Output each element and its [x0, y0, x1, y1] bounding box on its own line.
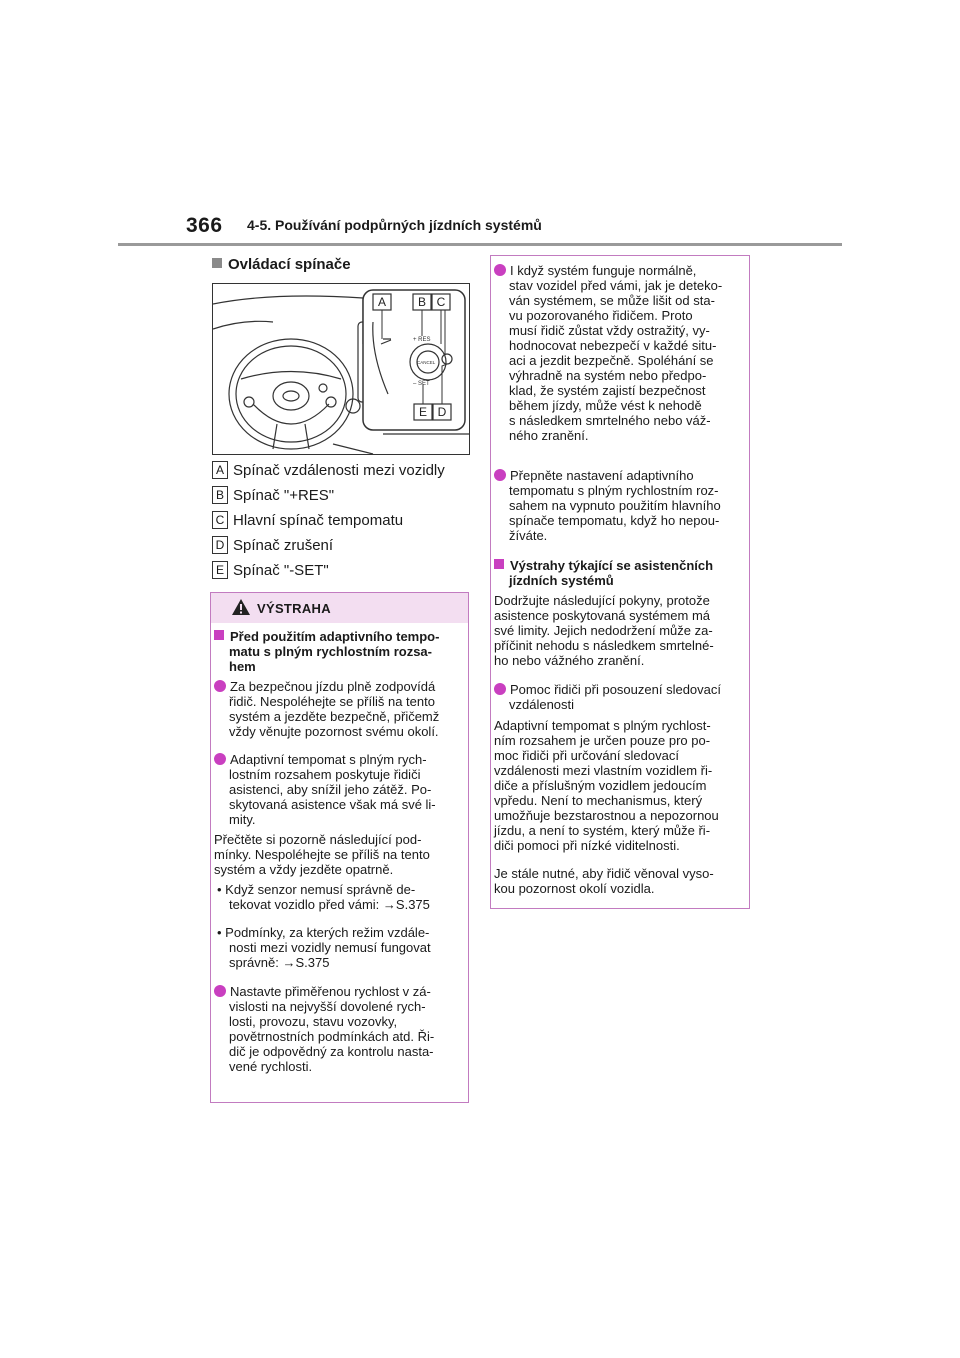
text-line: tempomatu s plným rychlostním roz-: [509, 483, 719, 498]
text-line: Přepněte nastavení adaptivního: [510, 468, 694, 483]
header-rule: [118, 243, 842, 246]
set-switch-label: – SET: [413, 381, 430, 387]
chapter-title: 4-5. Používání podpůrných jízdních systémů: [247, 217, 542, 233]
legend-text: Spínač "-SET": [233, 562, 329, 579]
legend-item-c: [212, 511, 403, 531]
right-bullet-2: [494, 468, 694, 483]
text-line: asistence poskytovaná systémem má: [494, 608, 711, 623]
legend-letter: C: [212, 511, 228, 529]
text-line: nosti mezi vozidly nemusí fungovat: [229, 940, 431, 955]
bullet-dot-icon: [214, 680, 226, 692]
steering-wheel-illustration: [213, 284, 469, 454]
text-line: ván systémem, se může lišit od sta-: [509, 293, 715, 308]
warning-title: VÝSTRAHA: [257, 601, 331, 616]
text-line: matu s plným rychlostním rozsa-: [229, 644, 432, 659]
text-line: sahem na vypnuto použitím hlavního: [509, 498, 721, 513]
warning-triangle-icon: [231, 598, 251, 616]
text-line: své limity. Jejich nedodržení může za-: [494, 623, 713, 638]
bullet-dot-icon: [214, 985, 226, 997]
text-line: Za bezpečnou jízdu plně zodpovídá: [230, 679, 436, 694]
text-line: vpředu. Není to mechanismus, který: [494, 793, 703, 808]
text-line: vu pozorovaného řidičem. Proto: [509, 308, 693, 323]
text-line: • Podmínky, za kterých režim vzdále-: [217, 925, 430, 940]
text-line: řidič. Nespoléhejte se příliš na tento: [229, 694, 435, 709]
text-line: ného zranění.: [509, 428, 589, 443]
text-line: musí řidič zůstat vždy ostražitý, vy-: [509, 323, 710, 338]
text-line: diče a příslušným vozidlem jedoucím: [494, 778, 707, 793]
legend-letter: D: [212, 536, 228, 554]
text-line: mínky. Nespoléhejte se příliš na tento: [214, 847, 430, 862]
text-line: vislosti na nejvyšší dovolené rych-: [229, 999, 426, 1014]
text-line: systém a jezděte bezpečně, přičemž: [229, 709, 440, 724]
right-bullet-1: [494, 263, 696, 278]
subtitle-square-icon: [214, 630, 224, 640]
text-line: tekovat vozidlo před vámi: →S.375: [229, 897, 430, 912]
text-line: vzdálenosti mezi vlastním vozidlem ři-: [494, 763, 713, 778]
text-line: příčinit nehodu s následkem smrtelné-: [494, 638, 714, 653]
text-line: Adaptivní tempomat s plným rychlost-: [494, 718, 711, 733]
text-line: moc řidiči při určování sledovací: [494, 748, 679, 763]
text-line: Dodržujte následující pokyny, protože: [494, 593, 710, 608]
continued-warning-box: [490, 255, 750, 909]
text-line: hodnocovat nebezpečí v každé situ-: [509, 338, 717, 353]
text-line: aci a jezdit bezpečně. Spoléhání se: [509, 353, 714, 368]
steering-wheel-figure: [212, 283, 470, 455]
text-line: klad, že systém zajistí bezpečnost: [509, 383, 706, 398]
text-line: Je stále nutné, aby řidič věnoval vyso-: [494, 866, 714, 881]
bullet-dot-icon: [214, 753, 226, 765]
legend-text: Spínač vzdálenosti mezi vozidly: [233, 462, 445, 479]
text-line: umožňuje bezstarostnou a nepozornou: [494, 808, 719, 823]
legend-text: Spínač zrušení: [233, 537, 334, 554]
right-heading: [494, 558, 713, 573]
callout-b: B: [417, 295, 427, 309]
section-square-icon: [212, 258, 222, 268]
callout-d: D: [437, 405, 447, 419]
text-line: ním rozsahem je určen pouze pro po-: [494, 733, 711, 748]
text-line: • Když senzor nemusí správně de-: [217, 882, 416, 897]
text-line: Pomoc řidiči při posouzení sledovací: [510, 682, 721, 697]
text-line: jízdu, a není to systém, který může ři-: [494, 823, 711, 838]
warning-bullet-1: [214, 679, 435, 694]
page-number: 366: [186, 214, 223, 237]
bullet-dot-icon: [494, 683, 506, 695]
warning-subtitle: [214, 629, 439, 644]
text-line: mity.: [229, 812, 256, 827]
text-line: hem: [229, 659, 256, 674]
text-line: lostním rozsahem poskytuje řidiči: [229, 767, 421, 782]
text-line: jízdních systémů: [509, 573, 614, 588]
warning-bullet-3: [214, 984, 431, 999]
text-line: I když systém funguje normálně,: [510, 263, 697, 278]
text-line: asistenci, aby snížil jeho zátěž. Po-: [229, 782, 432, 797]
text-line: systém a vždy jezděte opatrně.: [214, 862, 394, 877]
section-title-text: Ovládací spínače: [228, 256, 351, 273]
text-line: diči pomoci při nízké viditelnosti.: [494, 838, 680, 853]
cancel-switch-label: CANCEL: [417, 360, 436, 365]
text-line: losti, provozu, stavu vozovky,: [229, 1014, 398, 1029]
text-line: výhradně na systém nebo předpo-: [509, 368, 707, 383]
text-line: žíváte.: [509, 528, 548, 543]
warning-bullet-2: [214, 752, 427, 767]
legend-text: Spínač "+RES": [233, 487, 335, 504]
text-line: stav vozidel před vámi, jak je deteko-: [509, 278, 723, 293]
text-line: vždy věnujte pozornost svému okolí.: [229, 724, 439, 739]
warning-box: [210, 592, 469, 1103]
text-line: vzdálenosti: [509, 697, 575, 712]
text-line: ho nebo vážného zranění.: [494, 653, 645, 668]
text-line: Před použitím adaptivního tempo-: [230, 629, 440, 644]
text-line: správně: →S.375: [229, 955, 330, 970]
text-line: Výstrahy týkající se asistenčních: [510, 558, 714, 573]
warning-header: [211, 593, 468, 623]
text-line: Přečtěte si pozorně následující pod-: [214, 832, 422, 847]
callout-a: A: [377, 295, 387, 309]
res-switch-label: + RES: [413, 337, 431, 343]
text-line: během jízdy, může vést k nehodě: [509, 398, 702, 413]
text-line: dič je odpovědný za kontrolu nasta-: [229, 1044, 434, 1059]
callout-c: C: [436, 295, 446, 309]
legend-letter: A: [212, 461, 228, 479]
legend-text: Hlavní spínač tempomatu: [233, 512, 404, 529]
text-line: vené rychlosti.: [229, 1059, 313, 1074]
text-line: Nastavte přiměřenou rychlost v zá-: [230, 984, 431, 999]
text-line: s následkem smrtelného nebo váž-: [509, 413, 711, 428]
section-title: [212, 256, 351, 273]
legend-item-a: [212, 461, 445, 481]
bullet-dot-icon: [494, 264, 506, 276]
text-line: povětrnostních podmínkách atd. Ři-: [229, 1029, 435, 1044]
text-line: kou pozornost okolí vozidla.: [494, 881, 655, 896]
text-line: Adaptivní tempomat s plným rych-: [230, 752, 427, 767]
legend-item-b: [212, 486, 334, 506]
text-line: skytovaná asistence však má své li-: [229, 797, 436, 812]
legend-item-e: [212, 561, 329, 581]
legend-letter: B: [212, 486, 228, 504]
heading-square-icon: [494, 559, 504, 569]
text-line: spínače tempomatu, když ho nepou-: [509, 513, 720, 528]
right-bullet-3: [494, 682, 721, 697]
bullet-dot-icon: [494, 469, 506, 481]
callout-e: E: [418, 405, 428, 419]
legend-item-d: [212, 536, 333, 556]
legend-letter: E: [212, 561, 228, 579]
